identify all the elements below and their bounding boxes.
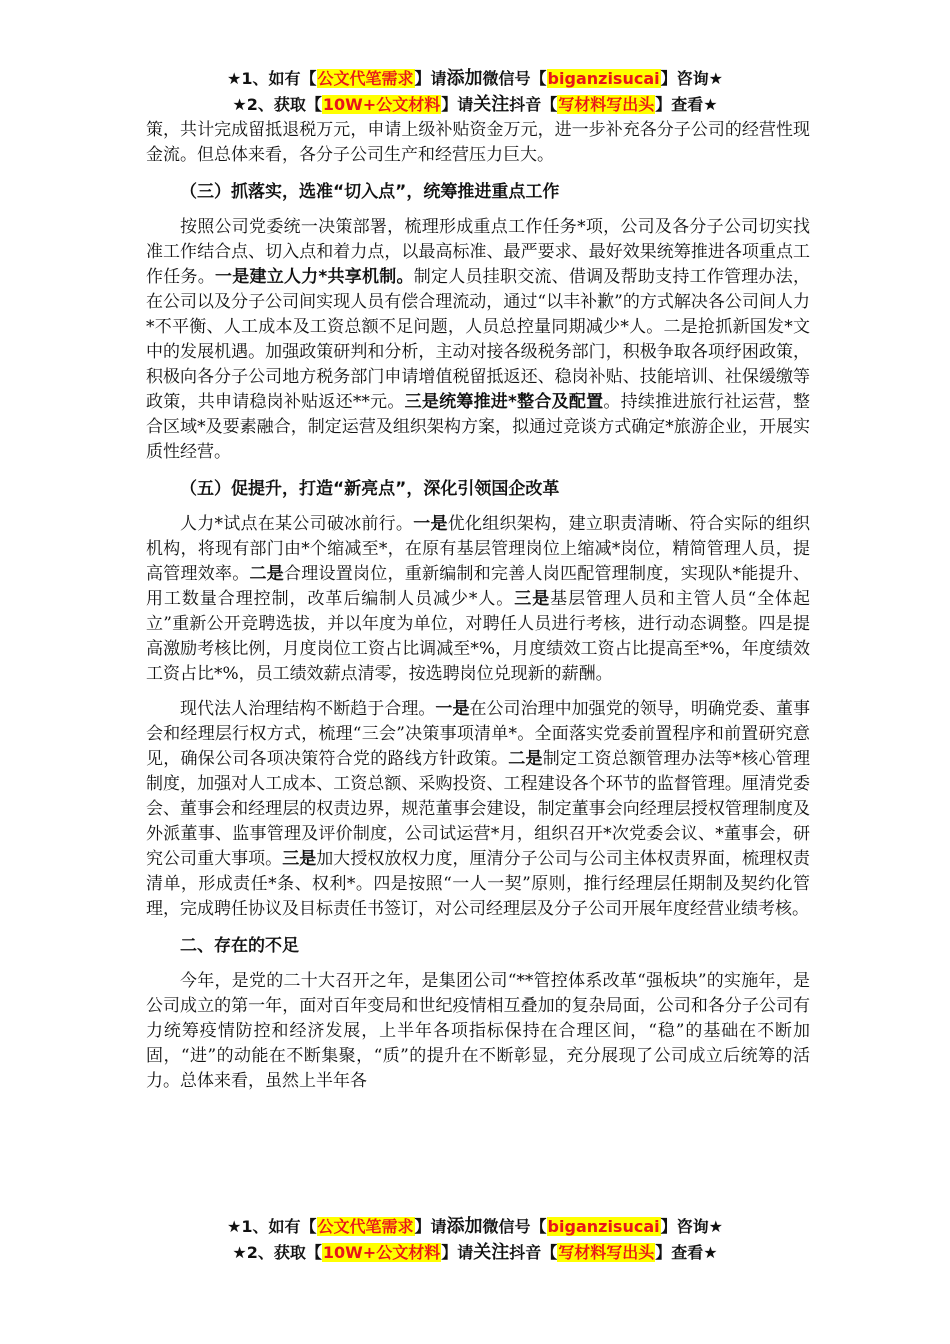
section-heading-3: （三）抓落实，选准“切入点”，统筹推进重点工作 <box>180 182 560 202</box>
footer-banner <box>0 1214 950 1266</box>
highlight-text: 公文代笔需求 <box>317 1217 414 1236</box>
highlight-text: 10W+公文材料 <box>322 95 441 114</box>
banner-line-2: ★2、获取【10W+公文材料】请关注抖音【写材料写出头】查看★ <box>232 94 718 115</box>
highlight-text: 10W+公文材料 <box>322 1243 441 1262</box>
section-heading-5: （五）促提升，打造“新亮点”，深化引领国企改革 <box>180 479 560 499</box>
banner-line-1: ★1、如有【公文代笔需求】请添加微信号【biganzisucai】咨询★ <box>227 68 723 89</box>
highlight-text: 写材料写出头 <box>558 95 655 114</box>
paragraph-shortcomings: 今年，是党的二十大召开之年，是集团公司“**管控体系改革“强板块”的实施年，是公司成立的第一年，面对百年变局和世纪疫情相互叠加的复杂局面，公司和各分子公司有力统筹疫情防控和经济发展，上半年各项指标保持在合理区间，“稳”的基础在不断加固，“进”的动能在不断集聚，“质”的提升在不断彰显，充分展现了公司成立后统筹的活力。总体来看，虽然上半年各 <box>146 971 810 1091</box>
header-banner <box>0 66 950 118</box>
highlight-text: biganzisucai <box>547 69 660 88</box>
highlight-text: biganzisucai <box>547 1217 660 1236</box>
highlight-text: 写材料写出头 <box>558 1243 655 1262</box>
banner-line-1: ★1、如有【公文代笔需求】请添加微信号【biganzisucai】咨询★ <box>227 1216 723 1237</box>
highlight-text: 公文代笔需求 <box>317 69 414 88</box>
paragraph-governance: 现代法人治理结构不断趋于合理。一是在公司治理中加强党的领导，明确党委、董事会和经理层行权方式，梳理“三会”决策事项清单*。全面落实党委前置程序和前置研究意见，确保公司各项决策符合党的路线方针政策。二是制定工资总额管理办法等*核心管理制度，加强对人工成本、工资总额、采购投资、工程建设各个环节的监督管理。厘清党委会、董事会和经理层的权责边界，规范董事会建设，制定董事会向经理层授权管理制度及外派董事、监事管理及评价制度，公司试运营*月，组织召开*次党委会议、*董事会，研究公司重大事项。三是加大授权放权力度，厘清分子公司与公司主体权责界面，梳理权责清单，形成责任*条、权利*。四是按照“一人一契”原则，推行经理层任期制及契约化管理，完成聘任协议及目标责任书签订，对公司经理层及分子公司开展年度经营业绩考核。 <box>146 699 811 919</box>
banner-line-2: ★2、获取【10W+公文材料】请关注抖音【写材料写出头】查看★ <box>232 1242 718 1263</box>
paragraph-hr-pilot: 人力*试点在某公司破冰前行。一是优化组织架构，建立职责清晰、符合实际的组织机构，将现有部门由*个缩减至*，在原有基层管理岗位上缩减*岗位，精简管理人员，提高管理效率。二是合理设置岗位，重新编制和完善人岗匹配管理制度，实现队*能提升、用工数量合理控制，改革后编制人员减少*人。三是基层管理人员和主管人员“全体起立”重新公开竞聘选拔，并以年度为单位，对聘任人员进行考核，进行动态调整。四是提高激励考核比例，月度岗位工资占比调减至*%，月度绩效工资占比提高至*%，年度绩效工资占比*%，员工绩效薪点清零，按选聘岗位兑现新的薪酬。 <box>146 514 811 684</box>
paragraph-key-tasks: 按照公司党委统一决策部署，梳理形成重点工作任务*项，公司及各分子公司切实找准工作结合点、切入点和着力点，以最高标准、最严要求、最好效果统筹推进各项重点工作任务。一是建立人力*共享机制。制定人员挂职交流、借调及帮助支持工作管理办法，在公司以及分子公司间实现人员有偿合理流动，通过“以丰补歉”的方式解决各公司间人力*不平衡、人工成本及工资总额不足问题，人员总控量同期减少*人。二是抢抓新国发*文中的发展机遇。加强政策研判和分析，主动对接各级税务部门，积极争取各项纾困政策，积极向各分子公司地方税务部门申请增值税留抵返还、稳岗补贴、技能培训、社保缓缴等政策，共申请稳岗补贴返还**元。三是统筹推进*整合及配置。持续推进旅行社运营，整合区域*及要素融合，制定运营及组织架构方案，拟通过竞谈方式确定*旅游企业，开展实质性经营。 <box>146 217 811 462</box>
section-heading-shortcomings: 二、存在的不足 <box>180 936 299 956</box>
paragraph-continued: 策，共计完成留抵退税万元，申请上级补贴资金万元，进一步补充各分子公司的经营性现金流。但总体来看，各分子公司生产和经营压力巨大。 <box>146 120 810 165</box>
document-body <box>146 118 810 1094</box>
